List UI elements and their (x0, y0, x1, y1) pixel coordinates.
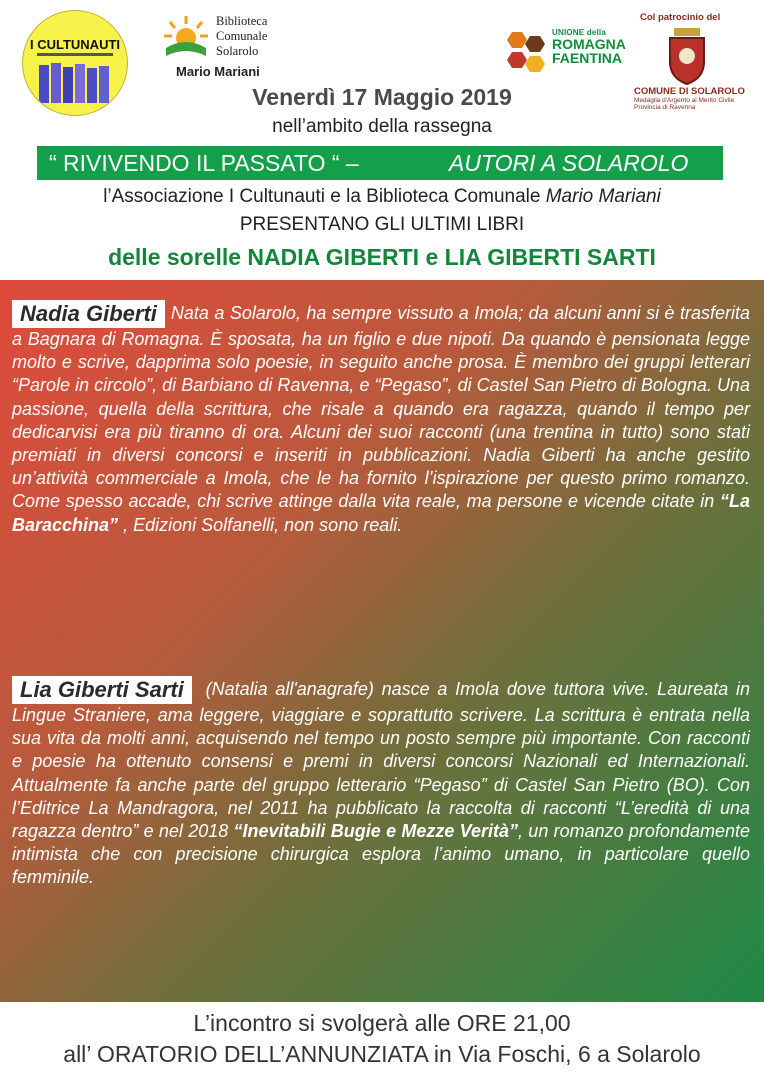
rassegna-banner (37, 146, 723, 180)
biblioteca-ref: Mario Mariani (545, 186, 661, 207)
biblioteca-line: Biblioteca (216, 14, 268, 28)
cultunauti-logo-text: I CULTUNAUTI (29, 37, 121, 52)
ambito-text: nell’ambito della rassegna (272, 116, 492, 137)
association-text: l’Associazione I Cultunauti e la Biblioteca Comunale (103, 186, 546, 207)
sun-logo-icon (162, 14, 210, 62)
association-line (0, 186, 764, 208)
event-date: Venerdì 17 Maggio 2019 (252, 84, 512, 110)
biblioteca-line: Solarolo (216, 44, 259, 58)
footer-time: L’incontro si svolgerà alle ORE 21,00 (193, 1010, 571, 1036)
comune-crest-icon (660, 26, 714, 86)
nadia-text-a: Nata a Solarolo, ha sempre vissuto a Imola; da alcuni anni si è trasferita a Bagnara di Romagna. È sposata, ha un figlio e due nipoti. Da quando è pensionata legge molto e scrive, dapprima solo poesie, in seguito anche prosa. È membro dei gruppi letterari “Parole in circolo”, di Barbiano di Ravenna, e “Pegaso”, di Castel San Pietro di Bologna. Una passione, quella della scrittura, che risale a quando era ragazza, quando il tempo per dedicarvisi era più tiranno di ora. Alcuni dei suoi racconti (una trentina in tutto) sono stati premiati in diversi concorsi e inseriti in pubblicazioni. Nadia Giberti ha anche gestito un’attività commerciale a Imola, che le ha fornito l’ispirazione per questo primo romanzo. Come spesso accade, chi scrive attinge dalla vita reale, ma persone e vicende citate in (12, 303, 750, 512)
comune-line3: Provincia di Ravenna (634, 104, 696, 111)
presentano-line: PRESENTANO GLI ULTIMI LIBRI (239, 214, 525, 235)
unione-line1: UNIONE della (552, 28, 606, 37)
lia-book: “Inevitabili Bugie e Mezze Verità” (233, 821, 519, 842)
lia-text-b: , un romanzo profondamente intimista che con precisione chirurgica esplora l’animo umano, in particolare quello femminile. (12, 821, 750, 888)
unione-hex-logo-icon (502, 30, 550, 76)
lia-label: Lia Giberti Sarti (12, 676, 192, 704)
rassegna-title: “ RIVIVENDO IL PASSATO “ – (49, 150, 359, 176)
cultunauti-logo-subline (37, 53, 113, 56)
nadia-bio (12, 300, 750, 537)
unione-line2: ROMAGNA (552, 36, 626, 52)
biblioteca-person: Mario Mariani (176, 64, 260, 79)
sorelle-line: delle sorelle NADIA GIBERTI e LIA GIBERTI SARTI (108, 244, 656, 270)
lia-text-a: (Natalia all'anagrafe) nasce a Imola dove tuttora vive. Laureata in Lingue Straniere, ama leggere, viaggiare e soprattutto scrivere. La scrittura è entrata nella sua vita da molti anni, acquisendo nel tempo un posto sempre più importante. Con racconti e poesie ha ottenuto consensi e premi in diversi concorsi Nazionali ed Internazionali. Attualmente fa anche parte del gruppo letterario “Pegaso” di Castel San Pietro (BO). Con l’Editrice La Mandragora, nel 2011 ha pubblicato la raccolta di racconti “L’eredità di una ragazza dentro” e nel 2018 (12, 679, 750, 842)
header (0, 0, 764, 278)
lia-bio (12, 676, 750, 890)
nadia-label: Nadia Giberti (12, 300, 165, 328)
footer-venue: all’ ORATORIO DELL’ANNUNZIATA in Via Foschi, 6 a Solarolo (63, 1041, 701, 1067)
patrocinio-text: Col patrocinio del (640, 12, 721, 23)
biographies-panel (0, 280, 764, 1002)
comune-line1: COMUNE DI SOLAROLO (634, 86, 745, 97)
rassegna-subtitle: AUTORI A SOLAROLO (449, 150, 689, 176)
biblioteca-name (216, 14, 267, 59)
comune-line2: Medaglia d'Argento al Merito Civile (634, 97, 735, 104)
nadia-book: “La Baracchina” (12, 491, 750, 535)
unione-logo-text (552, 28, 626, 65)
biblioteca-line: Comunale (216, 29, 268, 43)
nadia-text-b: , Edizioni Solfanelli, non sono reali. (118, 514, 403, 535)
unione-line3: FAENTINA (552, 50, 622, 66)
